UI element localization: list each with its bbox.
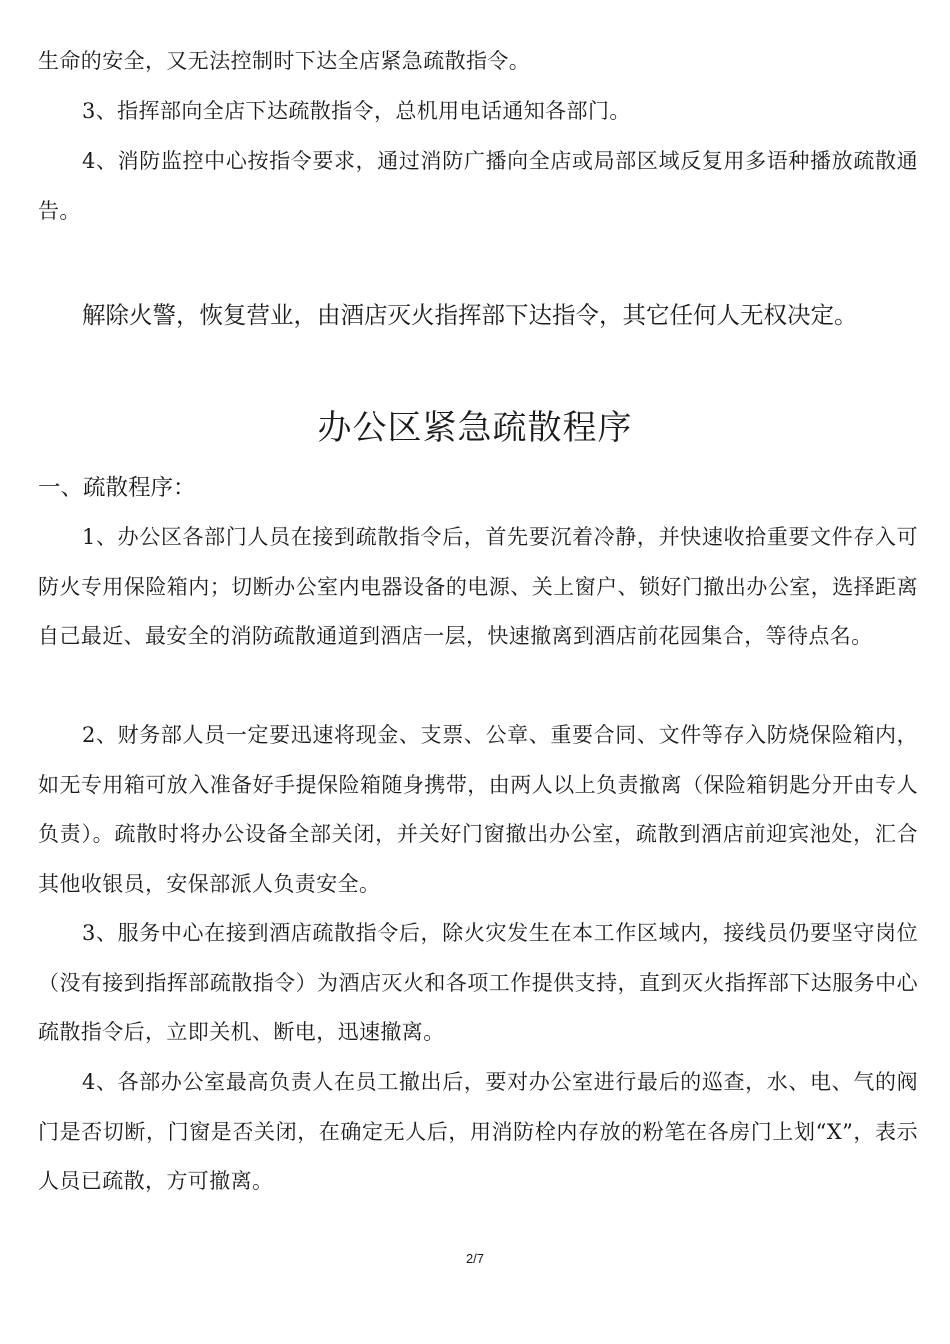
paragraph-continuation: 生命的安全，又无法控制时下达全店紧急疏散指令。 bbox=[38, 49, 531, 73]
office-item-4: 4、各部办公室最高负责人在员工撤出后，要对办公室进行最后的巡查，水、电、气的阀门是否切断，门窗是否关闭，在确定无人后，用消防栓内存放的粉笔在各房门上划“X”，表示人员已疏散，方可撤离。 bbox=[38, 1070, 918, 1193]
paragraph-item-3: 3、指挥部向全店下达疏散指令，总机用电话通知各部门。 bbox=[82, 99, 631, 123]
office-item-1: 1、办公区各部门人员在接到疏散指令后，首先要沉着冷静，并快速收拾重要文件存入可防火专用保险箱内；切断办公室内电器设备的电源、关上窗户、锁好门撤出办公室，选择距离自己最近、最安全的消防疏散通道到酒店一层，快速撤离到酒店前花园集合，等待点名。 bbox=[38, 525, 918, 648]
section-heading: 一、疏散程序： bbox=[38, 475, 196, 501]
office-item-3: 3、服务中心在接到酒店疏散指令后，除火灾发生在本工作区域内，接线员仍要坚守岗位（没有接到指挥部疏散指令）为酒店灭火和各项工作提供支持，直到灭火指挥部下达服务中心疏散指令后，立即关机、断电，迅速撤离。 bbox=[38, 921, 918, 1044]
page-number: 2/7 bbox=[465, 1251, 485, 1266]
notice-paragraph: 解除火警，恢复营业，由酒店灭火指挥部下达指令，其它任何人无权决定。 bbox=[82, 301, 858, 329]
paragraph-item-4: 4、消防监控中心按指令要求，通过消防广播向全店或局部区域反复用多语种播放疏散通告。 bbox=[38, 149, 918, 223]
office-item-2: 2、财务部人员一定要迅速将现金、支票、公章、重要合同、文件等存入防烧保险箱内，如无专用箱可放入准备好手提保险箱随身携带，由两人以上负责撤离（保险箱钥匙分开由专人负责）。疏散时将办公设备全部关闭，并关好门窗撤出办公室，疏散到酒店前迎宾池处，汇合其他收银员，安保部派人负责安全。 bbox=[38, 723, 918, 896]
section-title: 办公区紧急疏散程序 bbox=[317, 408, 633, 448]
